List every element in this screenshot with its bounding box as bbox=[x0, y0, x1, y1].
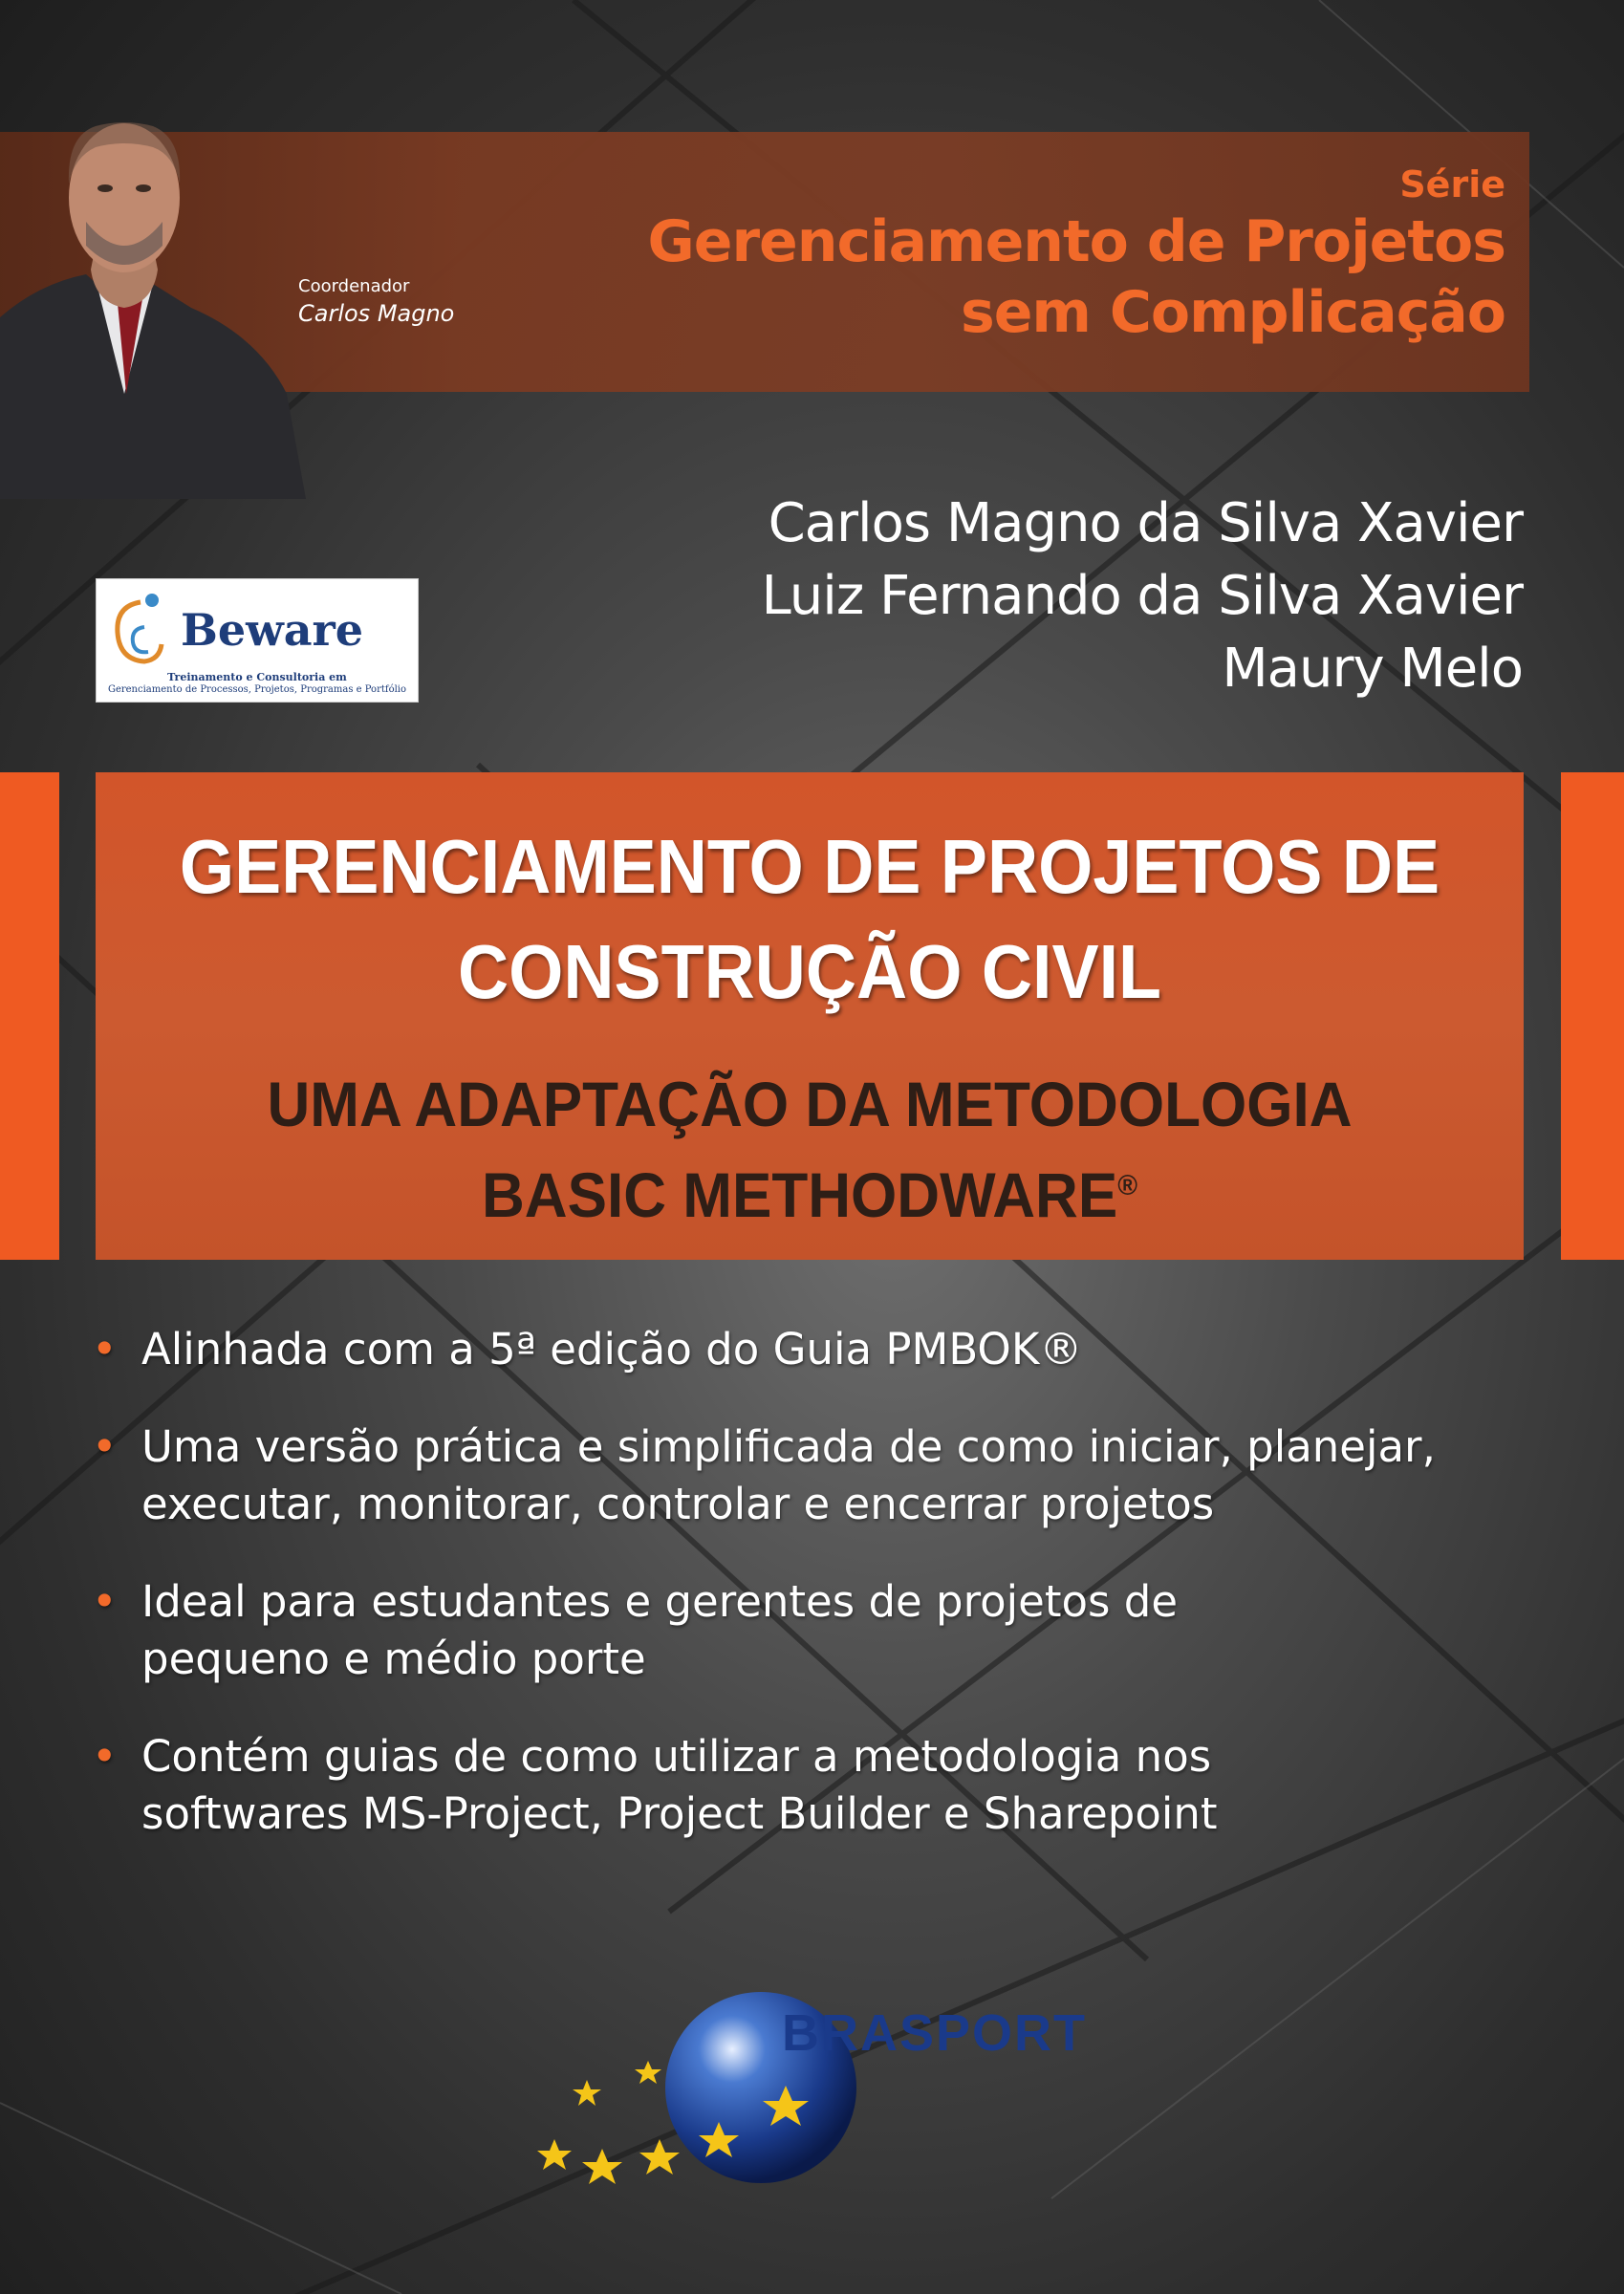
bullet-icon: • bbox=[92, 1731, 118, 1782]
bullet-icon: • bbox=[92, 1421, 118, 1472]
author-name: Maury Melo bbox=[1222, 638, 1523, 700]
list-item-text: Uma versão prática e simplificada de como iniciar, planejar, bbox=[141, 1421, 1436, 1472]
bullet-icon: • bbox=[92, 1576, 118, 1627]
bullet-icon: • bbox=[92, 1324, 118, 1374]
list-item bbox=[88, 1728, 1474, 1843]
author-name: Carlos Magno da Silva Xavier bbox=[768, 492, 1523, 554]
list-item-text: softwares MS-Project, Project Builder e Sharepoint bbox=[141, 1788, 1218, 1839]
coordinator-credit bbox=[298, 275, 454, 329]
feature-list bbox=[88, 1321, 1474, 1883]
author-name: Luiz Fernando da Silva Xavier bbox=[761, 565, 1523, 627]
beware-swirl-icon bbox=[102, 583, 179, 675]
accent-bar-right bbox=[1561, 772, 1624, 1260]
accent-bar-left bbox=[0, 772, 59, 1260]
authors-list bbox=[762, 487, 1523, 705]
book-subtitle-text: BASIC METHODWARE bbox=[482, 1159, 1118, 1230]
list-item-text: Ideal para estudantes e gerentes de projetos de bbox=[141, 1576, 1179, 1627]
beware-tagline: Gerenciamento de Processos, Projetos, Programas e Portfólio bbox=[107, 684, 407, 695]
coordinator-portrait bbox=[0, 78, 306, 499]
coordinator-name: Carlos Magno bbox=[298, 300, 455, 327]
series-title-line2: sem Complicação bbox=[961, 279, 1505, 346]
registered-mark: ® bbox=[1117, 1170, 1137, 1201]
list-item bbox=[88, 1321, 1474, 1378]
list-item-text: executar, monitorar, controlar e encerrar projetos bbox=[141, 1479, 1215, 1529]
series-header bbox=[648, 162, 1505, 348]
publisher-name: BRASPORT bbox=[782, 2004, 1088, 2062]
list-item-text: Contém guias de como utilizar a metodologia nos bbox=[141, 1731, 1212, 1782]
list-item bbox=[88, 1418, 1474, 1533]
list-item-text: pequeno e médio porte bbox=[141, 1634, 646, 1684]
coordinator-label: Coordenador bbox=[298, 276, 410, 296]
book-title bbox=[153, 814, 1466, 1025]
beware-logo bbox=[96, 578, 419, 703]
list-item-text: Alinhada com a 5ª edição do Guia PMBOK® bbox=[141, 1324, 1083, 1374]
series-label: Série bbox=[1399, 163, 1505, 206]
book-subtitle bbox=[139, 1063, 1481, 1236]
book-title-line1: GERENCIAMENTO DE PROJETOS DE bbox=[179, 824, 1440, 909]
book-subtitle-line2 bbox=[139, 1145, 1481, 1236]
book-subtitle-line1: UMA ADAPTAÇÃO DA METODOLOGIA bbox=[267, 1069, 1353, 1139]
list-item bbox=[88, 1573, 1474, 1688]
beware-name: Beware bbox=[181, 604, 364, 656]
book-title-line2: CONSTRUÇÃO CIVIL bbox=[458, 929, 1162, 1014]
series-title-line1: Gerenciamento de Projetos bbox=[647, 208, 1505, 275]
beware-tagline: Treinamento e Consultoria em bbox=[167, 671, 347, 683]
